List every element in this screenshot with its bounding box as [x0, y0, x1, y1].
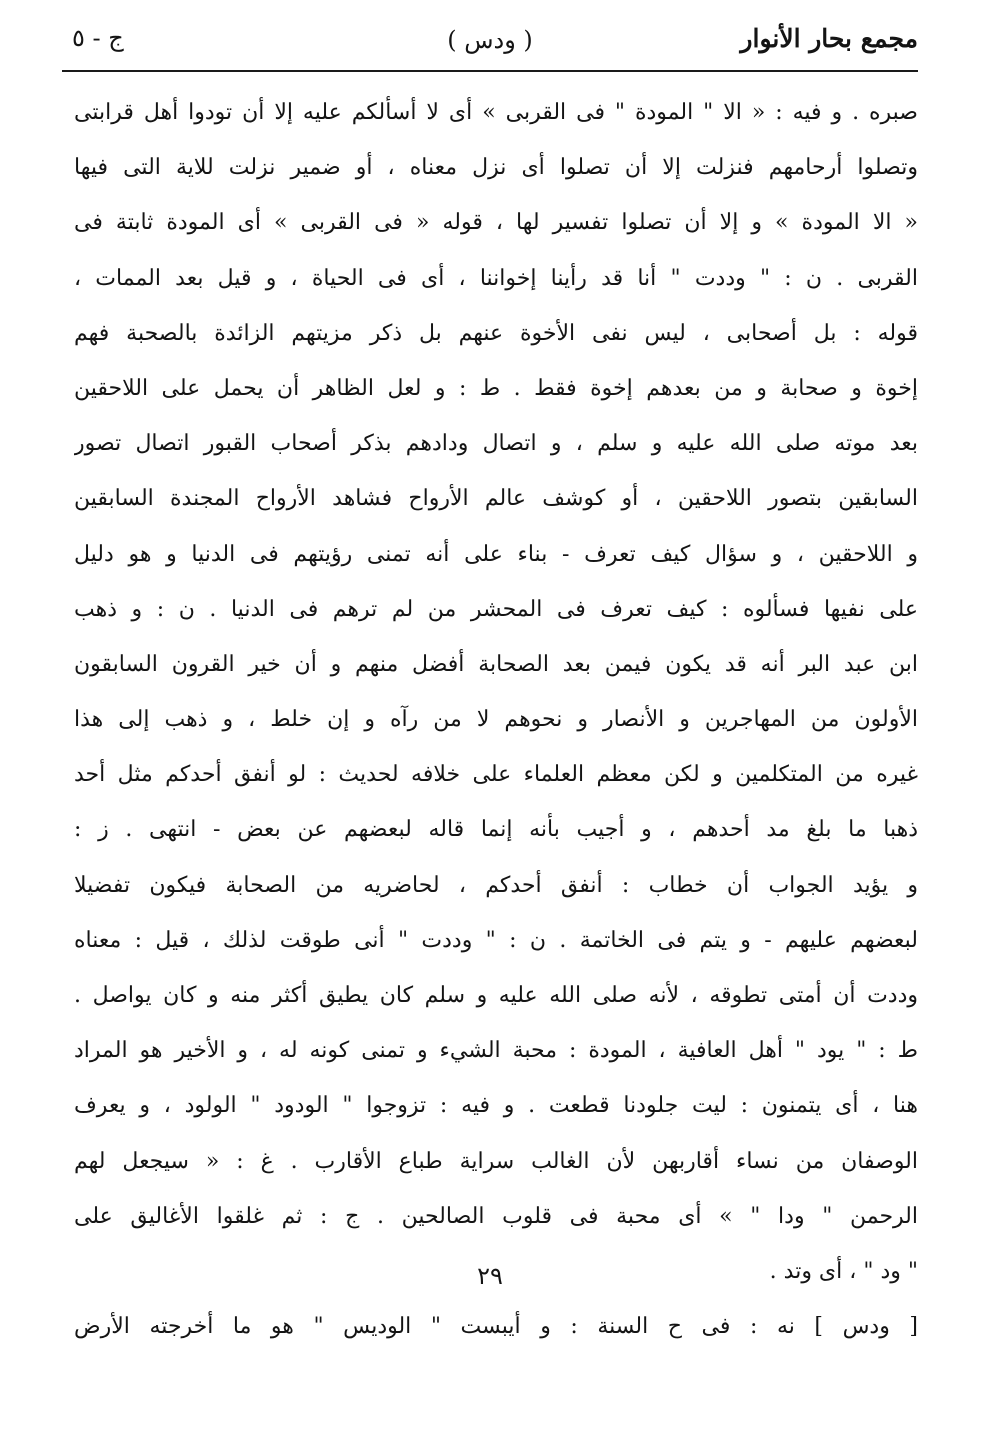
text-line: صبره . و فيه : « الا " المودة " فى القربى » أى لا أسألكم عليه إلا أن تودوا أهل قرابتى — [74, 100, 918, 125]
new-entry-line: [ ودس ] نه : فى ح السنة : و أيبست " الوديس " هو ما أخرجته الأرض — [74, 1314, 918, 1340]
text-line: و اللاحقين ، و سؤال كيف تعرف - بناء على أنه تمنى رؤيتهم فى الدنيا و هو دليل — [74, 541, 918, 567]
text-line: الوصفان من نساء أقاربهن لأن الغالب سراية طباع الأقارب . غ : « سيجعل لهم — [74, 1148, 918, 1174]
text-line: ابن عبد البر أنه قد يكون فيمن بعد الصحابة أفضل منهم و أن خير القرون السابقون — [74, 651, 918, 677]
running-header — [62, 20, 918, 70]
text-line: هنا ، أى يتمنون : ليت جلودنا قطعت . و فيه : تزوجوا " الودود " الولود ، و يعرف — [74, 1093, 918, 1119]
text-line: القربى . ن : " وددت " أنا قد رأينا إخواننا ، أى فى الحياة ، و قيل بعد الممات ، — [74, 265, 918, 291]
text-line: قوله : بل أصحابى ، ليس نفى الأخوة عنهم بل ذكر مزيتهم الزائدة بالصحبة فهم — [74, 320, 918, 346]
text-line: ذهبا ما بلغ مد أحدهم ، و أجيب بأنه إنما قاله لبعضهم عن بعض - انتهى . ز : — [74, 817, 918, 843]
text-line: السابقين بتصور اللاحقين ، أو كوشف عالم الأرواح فشاهد الأرواح المجندة السابقين — [74, 486, 918, 512]
volume-label: ج - ٥ — [72, 24, 124, 52]
body-text — [74, 85, 918, 1354]
text-line: الرحمن " ودا " » أى محبة فى قلوب الصالحين . ج : ثم غلقوا الأغاليق على — [74, 1203, 918, 1229]
text-line: وددت أن أمتى تطوقه ، لأنه صلى الله عليه و سلم كان يطيق أكثر منه و كان يواصل . — [74, 983, 918, 1008]
text-line: بعد موته صلى الله عليه و سلم ، و اتصال ودادهم بذكر أصحاب القبور اتصال تصور — [74, 431, 918, 457]
text-line: وتصلوا أرحامهم فنزلت إلا أن تصلوا أى نزل معناه ، أو ضمير نزلت للاية التى فيها — [74, 155, 918, 181]
text-line: الأولون من المهاجرين و الأنصار و نحوهم لا من رآه و إن خلط ، و ذهب إلى هذا — [74, 707, 918, 733]
text-line: « الا المودة » و إلا أن تصلوا تفسير لها ، قوله « فى القربى » أى المودة ثابتة فى — [74, 210, 918, 236]
text-line: ط : " يود " أهل العافية ، المودة : محبة الشيء و تمنى كونه له ، و الأخير هو المراد — [74, 1038, 918, 1064]
text-line: غيره من المتكلمين و لكن معظم العلماء على خلافه لحديث : لو أنفق أحدكم مثل أحد — [74, 762, 918, 788]
text-line: على نفيها فسألوه : كيف تعرف فى المحشر من لم ترهم فى الدنيا . ن : و ذهب — [74, 596, 918, 622]
header-rule — [62, 70, 918, 72]
text-line: إخوة و صحابة و من بعدهم إخوة فقط . ط : و لعل الظاهر أن يحمل على اللاحقين — [74, 375, 918, 401]
entry-heading: ( ودس ) — [447, 26, 533, 54]
page-number: ٢٩ — [477, 1262, 503, 1290]
book-title: مجمع بحار الأنوار — [740, 24, 918, 53]
text-line: لبعضهم عليهم - و يتم فى الخاتمة . ن : " وددت " أنى طوقت لذلك ، قيل : معناه — [74, 927, 918, 953]
text-line: و يؤيد الجواب أن خطاب : أنفق أحدكم ، لحاضريه من الصحابة فيكون تفضيلا — [74, 872, 918, 898]
text-line: " ود " ، أى وتد . — [769, 1258, 918, 1284]
